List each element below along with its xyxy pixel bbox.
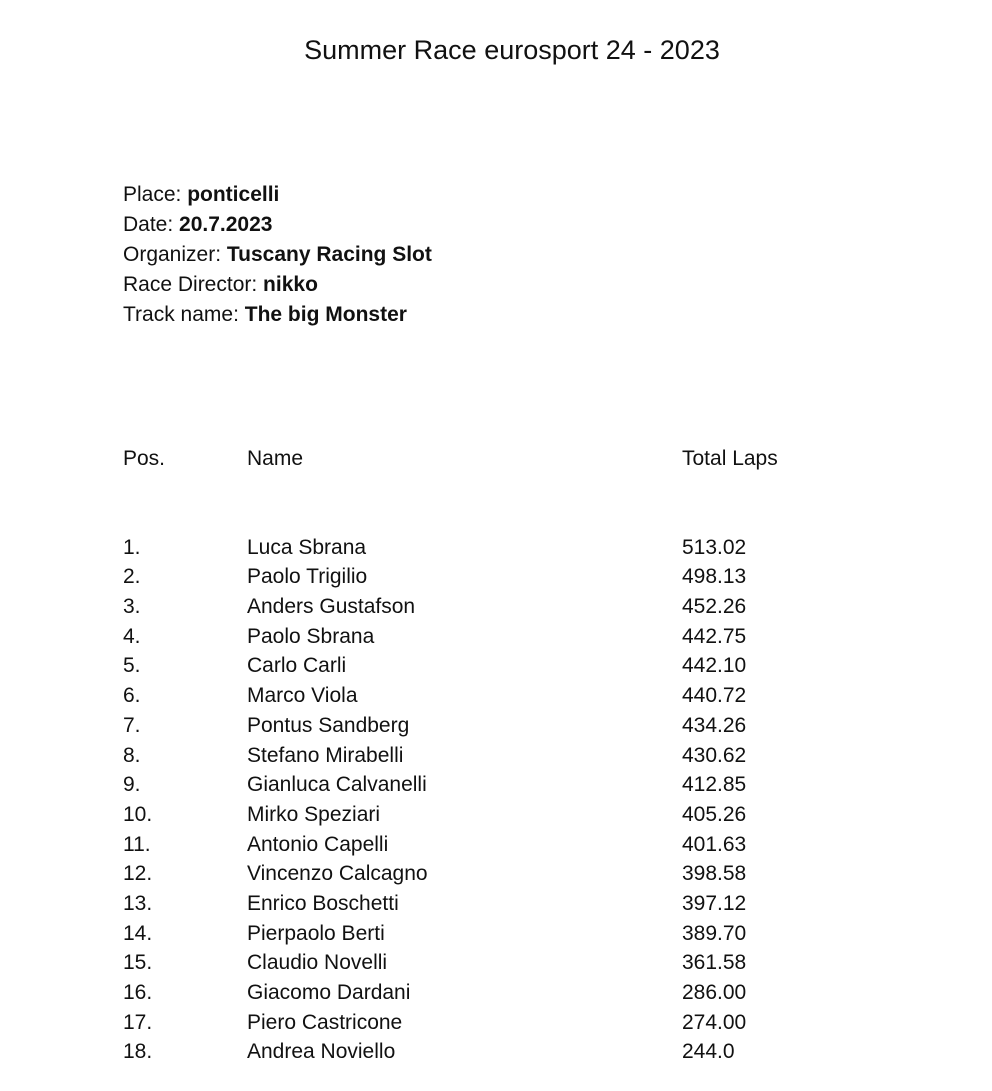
place-row xyxy=(123,180,432,210)
row-total-laps: 361.58 xyxy=(682,951,747,975)
race-director-value: nikko xyxy=(263,273,318,296)
table-row xyxy=(123,592,883,622)
row-name: Carlo Carli xyxy=(247,654,347,678)
row-pos: 10. xyxy=(123,802,153,826)
date-row xyxy=(123,210,432,240)
row-pos: 13. xyxy=(123,891,153,915)
row-total-laps: 401.63 xyxy=(682,832,747,856)
row-name: Pierpaolo Berti xyxy=(247,921,385,945)
row-total-laps: 286.00 xyxy=(682,981,747,1004)
row-name: Giacomo Dardani xyxy=(247,981,411,1004)
row-total-laps: 274.00 xyxy=(682,1010,747,1034)
race-info xyxy=(123,180,432,330)
track-name-row xyxy=(123,300,432,330)
track-name-label: Track name: xyxy=(123,303,245,326)
row-total-laps: 434.26 xyxy=(682,713,747,737)
header-pos: Pos. xyxy=(123,447,166,470)
row-name: Andrea Noviello xyxy=(247,1040,396,1064)
table-row xyxy=(123,800,883,830)
table-row xyxy=(123,770,883,800)
row-total-laps: 412.85 xyxy=(682,773,747,797)
row-name: Stefano Mirabelli xyxy=(247,743,404,767)
header-total-laps: Total Laps xyxy=(682,447,778,470)
table-row xyxy=(123,681,883,711)
row-name: Luca Sbrana xyxy=(247,535,367,559)
table-row xyxy=(123,978,883,1008)
row-total-laps: 452.26 xyxy=(682,595,747,619)
place-label: Place: xyxy=(123,183,188,206)
table-row xyxy=(123,1008,883,1038)
table-row xyxy=(123,622,883,652)
organizer-row xyxy=(123,240,432,270)
row-total-laps: 389.70 xyxy=(682,921,747,945)
row-total-laps: 498.13 xyxy=(682,565,747,589)
row-pos: 11. xyxy=(123,832,151,856)
table-row xyxy=(123,711,883,741)
table-row xyxy=(123,859,883,889)
table-row xyxy=(123,948,883,978)
row-pos: 3. xyxy=(123,595,141,619)
date-label: Date: xyxy=(123,213,180,236)
results-header-row xyxy=(123,444,883,474)
table-row xyxy=(123,651,883,681)
row-total-laps: 513.02 xyxy=(682,535,747,559)
row-pos: 15. xyxy=(123,951,153,975)
row-total-laps: 397.12 xyxy=(682,891,747,915)
row-pos: 6. xyxy=(123,684,141,708)
row-name: Gianluca Calvanelli xyxy=(247,773,427,797)
row-name: Vincenzo Calcagno xyxy=(247,862,428,886)
row-name: Marco Viola xyxy=(247,684,358,708)
row-total-laps: 442.10 xyxy=(682,654,747,678)
row-total-laps: 442.75 xyxy=(682,624,747,648)
row-total-laps: 244.0 xyxy=(682,1040,735,1064)
header-name: Name xyxy=(247,447,304,470)
row-pos: 8. xyxy=(123,743,141,767)
row-name: Paolo Sbrana xyxy=(247,624,375,648)
race-director-label: Race Director: xyxy=(123,273,264,296)
table-row xyxy=(123,533,883,563)
results-rows xyxy=(123,533,883,1067)
row-pos: 7. xyxy=(123,713,141,737)
row-total-laps: 405.26 xyxy=(682,802,747,826)
row-pos: 17. xyxy=(123,1010,153,1034)
row-total-laps: 440.72 xyxy=(682,684,747,708)
table-row xyxy=(123,889,883,919)
track-name-value: The big Monster xyxy=(244,303,407,326)
page-title: Summer Race eurosport 24 - 2023 xyxy=(304,35,720,65)
organizer-label: Organizer: xyxy=(123,243,227,266)
row-name: Anders Gustafson xyxy=(247,595,416,619)
race-director-row xyxy=(123,270,432,300)
row-pos: 14. xyxy=(123,921,153,945)
row-name: Paolo Trigilio xyxy=(247,565,368,589)
row-total-laps: 430.62 xyxy=(682,743,747,767)
row-pos: 5. xyxy=(123,654,141,678)
row-name: Piero Castricone xyxy=(247,1010,403,1034)
row-pos: 4. xyxy=(123,624,141,648)
place-value: ponticelli xyxy=(187,183,280,206)
row-pos: 2. xyxy=(123,565,141,589)
row-pos: 1. xyxy=(123,535,141,559)
row-pos: 16. xyxy=(123,981,153,1004)
row-pos: 18. xyxy=(123,1040,153,1064)
organizer-value: Tuscany Racing Slot xyxy=(226,243,432,266)
table-row xyxy=(123,919,883,949)
row-pos: 9. xyxy=(123,773,141,797)
row-name: Antonio Capelli xyxy=(247,832,389,856)
row-name: Pontus Sandberg xyxy=(247,713,410,737)
row-name: Enrico Boschetti xyxy=(247,891,399,915)
row-pos: 12. xyxy=(123,862,153,886)
row-name: Claudio Novelli xyxy=(247,951,388,975)
date-value: 20.7.2023 xyxy=(179,213,273,236)
table-row xyxy=(123,741,883,771)
results-table xyxy=(123,444,883,1067)
table-row xyxy=(123,1037,883,1067)
row-name: Mirko Speziari xyxy=(247,802,381,826)
table-row xyxy=(123,830,883,860)
table-row xyxy=(123,562,883,592)
row-total-laps: 398.58 xyxy=(682,862,747,886)
